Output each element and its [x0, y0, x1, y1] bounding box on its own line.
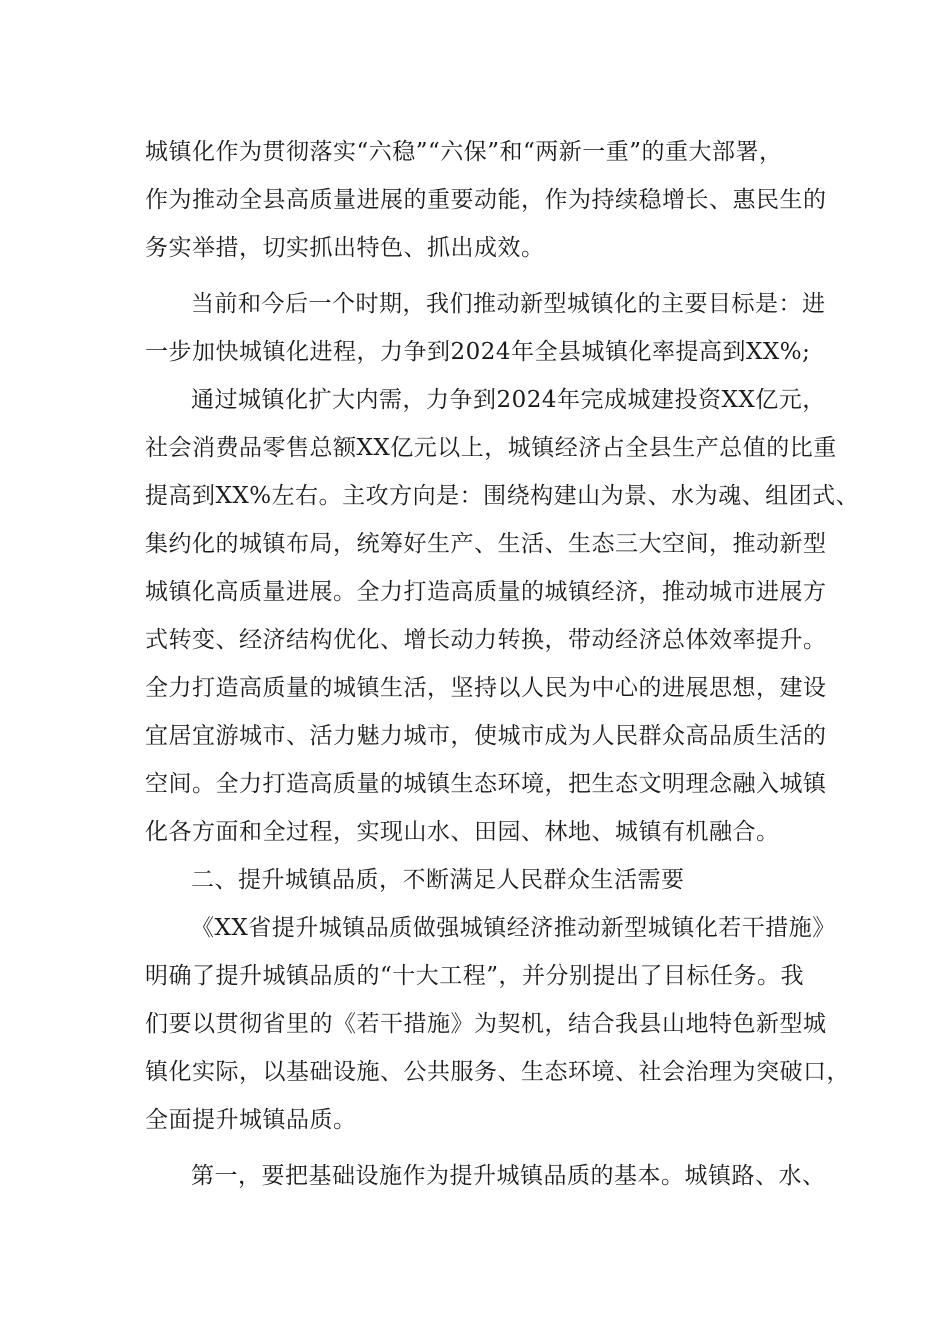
text-line: 全面提升城镇品质。	[145, 1107, 357, 1133]
text-line: 化各方面和全过程，实现山水、田园、林地、城镇有机融合。	[145, 819, 780, 845]
section-heading: 二、提升城镇品质，不断满足人民群众生活需要	[191, 867, 685, 893]
text-line: 们要以贯彻省里的《若干措施》为契机，结合我县山地特色新型城	[145, 1011, 827, 1037]
paragraph-first-line: 第一，要把基础设施作为提升城镇品质的基本。城镇路、水、	[191, 1163, 826, 1189]
paragraph-first-line: 通过城镇化扩大内需，力争到2024年完成城建投资XX亿元，	[191, 387, 826, 413]
text-line: 全力打造高质量的城镇生活，坚持以人民为中心的进展思想，建设	[145, 675, 827, 701]
text-line: 提高到XX%左右。主攻方向是：围绕构建山为景、水为魂、组团式、	[145, 483, 860, 509]
text-line: 式转变、经济结构优化、增长动力转换，带动经济总体效率提升。	[145, 627, 827, 653]
paragraph-first-line: 《XX省提升城镇品质做强城镇经济推动新型城镇化若干措施》	[191, 915, 836, 941]
text-line: 空间。全力打造高质量的城镇生态环境，把生态文明理念融入城镇	[145, 771, 827, 797]
text-line: 务实举措，切实抓出特色、抓出成效。	[145, 235, 545, 261]
text-line: 作为推动全县高质量进展的重要动能，作为持续稳增长、惠民生的	[145, 187, 827, 213]
text-line: 社会消费品零售总额XX亿元以上，城镇经济占全县生产总值的比重	[145, 435, 837, 461]
text-line: 集约化的城镇布局，统筹好生产、生活、生态三大空间，推动新型	[145, 531, 827, 557]
text-line: 明确了提升城镇品质的“十大工程”，并分别提出了目标任务。我	[145, 963, 805, 989]
paragraph-first-line: 当前和今后一个时期，我们推动新型城镇化的主要目标是：进	[191, 291, 826, 317]
text-line: 城镇化作为贯彻落实“六稳”“六保”和“两新一重”的重大部署，	[145, 139, 783, 165]
text-line: 宜居宜游城市、活力魅力城市，使城市成为人民群众高品质生活的	[145, 723, 827, 749]
text-line: 一步加快城镇化进程，力争到2024年全县城镇化率提高到XX%;	[145, 339, 811, 365]
text-line: 镇化实际，以基础设施、公共服务、生态环境、社会治理为突破口，	[145, 1059, 850, 1085]
text-line: 城镇化高质量进展。全力打造高质量的城镇经济，推动城市进展方	[145, 579, 827, 605]
